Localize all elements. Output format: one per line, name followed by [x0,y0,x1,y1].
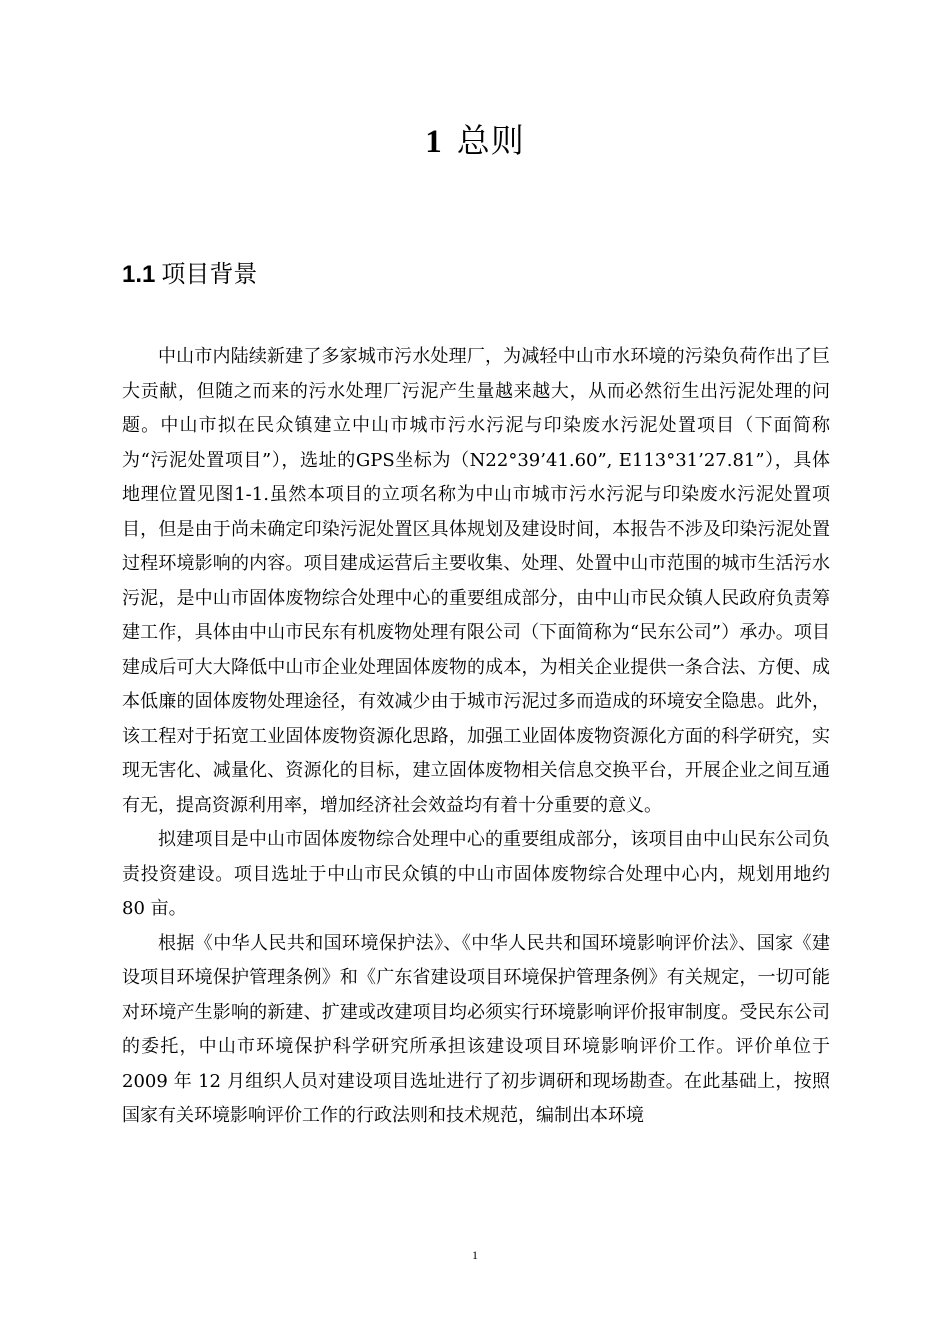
section-title-text: 项目背景 [161,260,258,288]
paragraph: 根据《中华人民共和国环境保护法》、《中华人民共和国环境影响评价法》、国家《建设项目环境保护管理条例》和《广东省建设项目环境保护管理条例》有关规定，一切可能对环境产生影响的新建、扩建或改建项目均必须实行环境影响评价报审制度。受民东公司的委托，中山市环境保护科学研究所承担该建设项目环境影响评价工作。评价单位于 2009 年 12 月组织人员对建设项目选址进行了初步调研和现场勘查。在此基础上，按照国家有关环境影响评价工作的行政法则和技术规范，编制出本环境 [122,932,830,1126]
section-number: 1.1 [122,261,156,288]
page-number: 1 [472,1248,478,1262]
chapter-heading [0,118,950,165]
chapter-title-text: 总则 [456,121,525,160]
body-text [122,340,830,1134]
section-heading [122,256,257,293]
paragraph: 中山市内陆续新建了多家城市污水处理厂，为减轻中山市水环境的污染负荷作出了巨大贡献，但随之而来的污水处理厂污泥产生量越来越大，从而必然衍生出污泥处理的问题。中山市拟在民众镇建立中山市城市污水污泥与印染废水污泥处置项目（下面简称为“污泥处置项目”），选址的GPS坐标为（N22°39’41.60”, E113°31’27.81”），具体地理位置见图1-1.虽然本项目的立项名称为中山市城市污水污泥与印染废水污泥处置项目，但是由于尚未确定印染污泥处置区具体规划及建设时间，本报告不涉及印染污泥处置过程环境影响的内容。项目建成运营后主要收集、处理、处置中山市范围的城市生活污水污泥，是中山市固体废物综合处理中心的重要组成部分，由中山市民众镇人民政府负责筹建工作，具体由中山市民东有机废物处理有限公司（下面简称为“民东公司”）承办。项目建成后可大大降低中山市企业处理固体废物的成本，为相关企业提供一条合法、方便、成本低廉的固体废物处理途径，有效减少由于城市污泥过多而造成的环境安全隐患。此外，该工程对于拓宽工业固体废物资源化思路，加强工业固体废物资源化方面的科学研究，实现无害化、减量化、资源化的目标，建立固体废物相关信息交换平台，开展企业之间互通有无，提高资源利用率，增加经济社会效益均有着十分重要的意义。 [122,346,830,816]
chapter-number: 1 [425,124,443,160]
paragraph: 拟建项目是中山市固体废物综合处理中心的重要组成部分，该项目由中山民东公司负责投资建设。项目选址于中山市民众镇的中山市固体废物综合处理中心内，规划用地约 80 亩。 [122,829,830,919]
